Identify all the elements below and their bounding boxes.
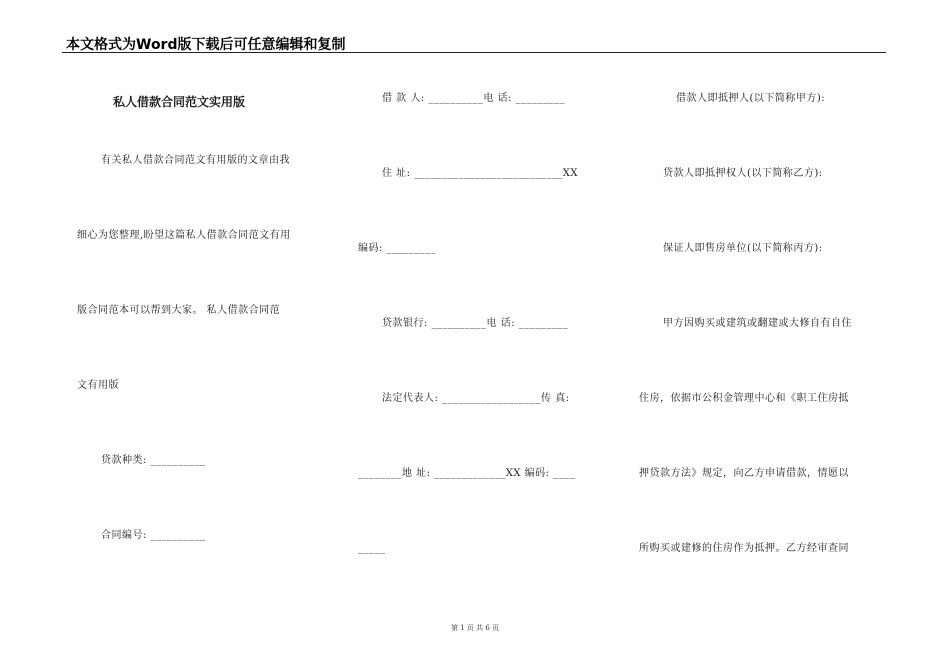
- col2-line-2: 住 址: ___________________________XX: [382, 168, 578, 179]
- col3-line-4: 甲方因购买或建筑或翻建或大修自有自住: [663, 318, 852, 329]
- col3-line-5: 住房，依据市公积金管理中心和《职工住房抵: [639, 393, 849, 404]
- col3-line-6: 押贷款方法》规定，向乙方申请借款，情愿以: [639, 468, 849, 479]
- document-title: 私人借款合同范文实用版: [113, 95, 246, 109]
- col3-line-1: 借款人即抵押人(以下简称甲方):: [676, 93, 826, 104]
- col1-line-1: 有关私人借款合同范文有用版的文章由我: [101, 155, 290, 166]
- col2-line-1: 借 款 人: __________电 话: _________: [382, 93, 566, 104]
- col3-line-3: 保证人即售房单位(以下简称丙方):: [663, 243, 823, 254]
- page-number: 第 1 页 共 6 页: [450, 624, 500, 632]
- col2-line-3: 编码: _________: [358, 243, 437, 254]
- col1-line-2: 细心为您整理,盼望这篇私人借款合同范文有用: [77, 230, 291, 241]
- col1-line-3: 版合同范本可以帮到大家。 私人借款合同范: [77, 305, 281, 316]
- document-header-title: 本文格式为Word版下载后可任意编辑和复制: [66, 37, 346, 53]
- col1-line-5: 贷款种类: __________: [101, 455, 206, 466]
- col2-line-7: _____: [358, 543, 386, 554]
- col2-line-6: ________地 址: _____________XX 编码: ____: [358, 468, 576, 479]
- col3-line-2: 贷款人即抵押权人(以下简称乙方):: [663, 168, 823, 179]
- header-divider: [62, 52, 886, 53]
- col2-line-4: 贷款银行: __________电 话: _________: [382, 318, 569, 329]
- col3-line-7: 所购买或建修的住房作为抵押。乙方经审查同: [639, 543, 849, 554]
- col1-line-4: 文有用版: [77, 380, 119, 391]
- col2-line-5: 法定代表人: __________________传 真:: [382, 393, 570, 404]
- col1-line-6: 合同编号: __________: [101, 530, 206, 541]
